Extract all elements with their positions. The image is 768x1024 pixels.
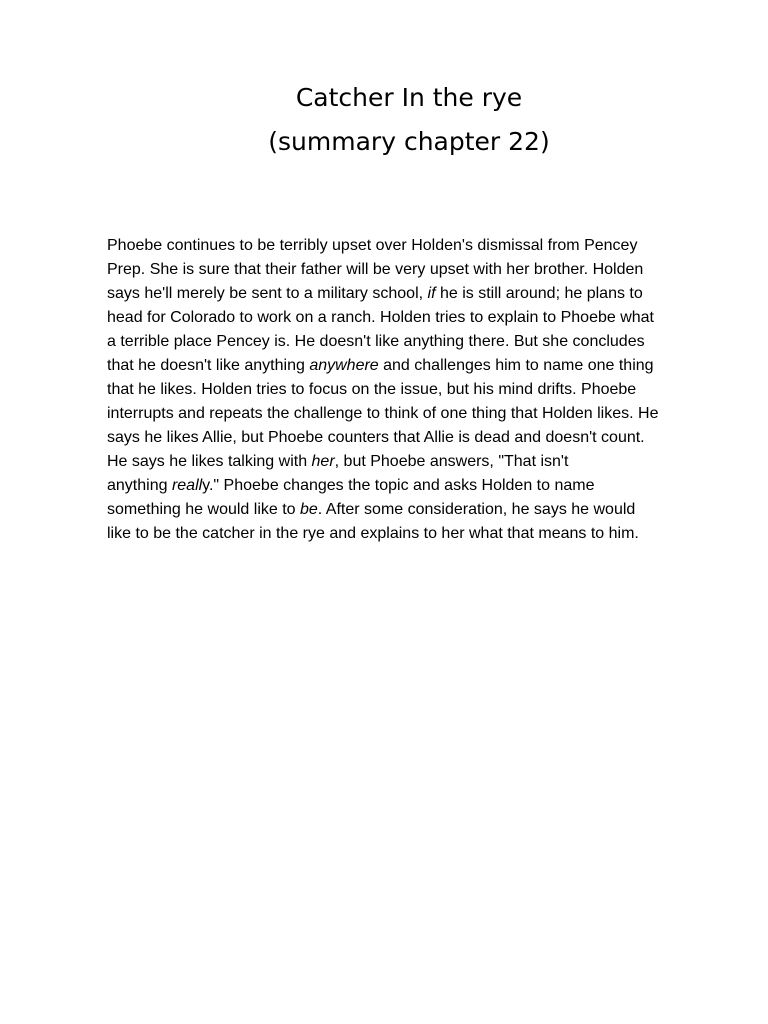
summary-paragraph bbox=[107, 234, 727, 546]
text-segment: that he likes. Holden tries to focus on the issue, but his mind drifts. Phoebe bbox=[107, 381, 637, 398]
paragraph-line bbox=[107, 378, 727, 402]
paragraph-line bbox=[107, 234, 727, 258]
text-segment: anything bbox=[107, 477, 172, 494]
text-segment: that he doesn't like anything bbox=[107, 357, 310, 374]
italic-text: if bbox=[427, 285, 436, 302]
text-segment: and challenges him to name one thing bbox=[378, 357, 654, 374]
paragraph-line bbox=[107, 522, 727, 546]
italic-text: be bbox=[300, 501, 318, 518]
text-segment: head for Colorado to work on a ranch. Holden tries to explain to Phoebe what bbox=[107, 309, 654, 326]
text-segment: a terrible place Pencey is. He doesn't like anything there. But she concludes bbox=[107, 333, 645, 350]
paragraph-line bbox=[107, 450, 727, 474]
text-segment: . After some consideration, he says he would bbox=[317, 501, 636, 518]
paragraph-line bbox=[107, 474, 727, 498]
text-segment: like to be the catcher in the rye and explains to her what that means to him. bbox=[107, 525, 639, 542]
title-line-2: (summary chapter 22) bbox=[268, 127, 550, 156]
paragraph-line bbox=[107, 330, 727, 354]
document-title bbox=[0, 76, 768, 164]
paragraph-line bbox=[107, 498, 727, 522]
paragraph-line bbox=[107, 354, 727, 378]
text-segment: says he'll merely be sent to a military school, bbox=[107, 285, 428, 302]
paragraph-line bbox=[107, 282, 727, 306]
text-segment: interrupts and repeats the challenge to think of one thing that Holden likes. He bbox=[107, 405, 659, 422]
title-line-1: Catcher In the rye bbox=[295, 83, 523, 112]
text-segment: He says he likes talking with bbox=[107, 453, 312, 470]
text-segment: y." Phoebe changes the topic and asks Holden to name bbox=[202, 477, 595, 494]
text-segment: Phoebe continues to be terribly upset over Holden's dismissal from Pencey bbox=[107, 237, 638, 254]
text-segment: Prep. She is sure that their father will be very upset with her brother. Holden bbox=[107, 261, 644, 278]
paragraph-line bbox=[107, 402, 727, 426]
italic-text: her bbox=[311, 453, 335, 470]
text-segment: says he likes Allie, but Phoebe counters that Allie is dead and doesn't count. bbox=[107, 429, 645, 446]
paragraph-line bbox=[107, 258, 727, 282]
italic-text: anywhere bbox=[309, 357, 379, 374]
text-segment: he is still around; he plans to bbox=[435, 285, 643, 302]
paragraph-line bbox=[107, 426, 727, 450]
paragraph-line bbox=[107, 306, 727, 330]
text-segment: something he would like to bbox=[107, 501, 300, 518]
italic-text: reall bbox=[171, 477, 203, 494]
text-segment: , but Phoebe answers, "That isn't bbox=[334, 453, 569, 470]
